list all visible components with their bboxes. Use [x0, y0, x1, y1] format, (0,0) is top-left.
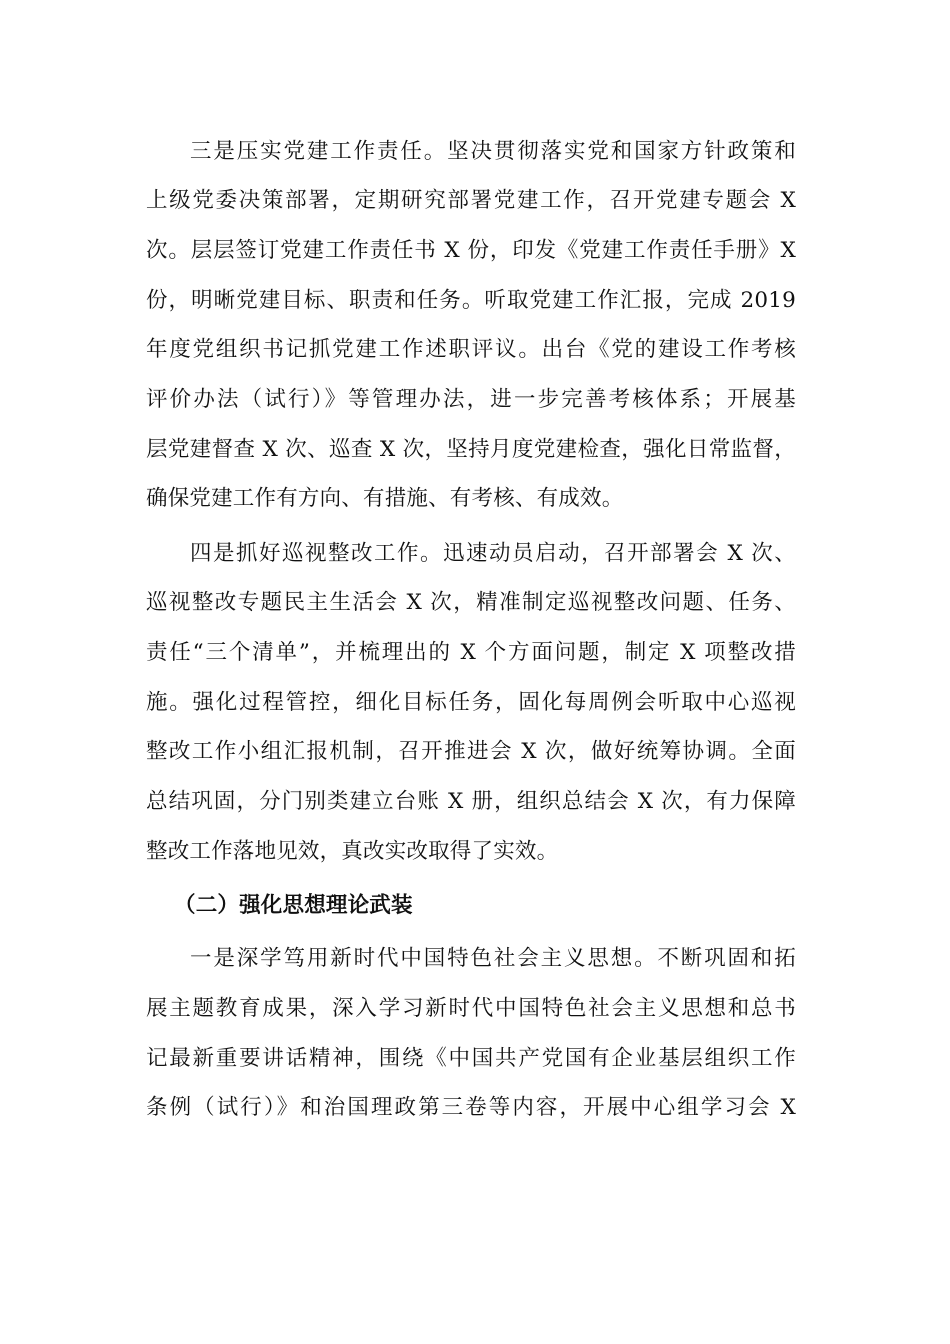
paragraph-line: 层党建督查 X 次、巡查 X 次，坚持月度党建检查，强化日常监督，: [146, 437, 796, 462]
paragraph-line: 施。强化过程管控，细化目标任务，固化每周例会听取中心巡视: [146, 690, 796, 715]
paragraph-line: 记最新重要讲话精神，围绕《中国共产党国有企业基层组织工作: [146, 1046, 796, 1071]
paragraph-line: 年度党组织书记抓党建工作述职评议。出台《党的建设工作考核: [146, 337, 796, 362]
paragraph-line: 份，明晰党建目标、职责和任务。听取党建工作汇报，完成 2019: [146, 288, 796, 313]
paragraph-line: 评价办法（试行）》等管理办法，进一步完善考核体系；开展基: [146, 387, 796, 412]
paragraph-line: 展主题教育成果，深入学习新时代中国特色社会主义思想和总书: [146, 996, 796, 1021]
paragraph-line: 整改工作落地见效，真改实改取得了实效。: [146, 839, 559, 864]
paragraph-line: 上级党委决策部署，定期研究部署党建工作，召开党建专题会 X: [146, 188, 796, 213]
section-heading: （二）强化思想理论武装: [174, 893, 413, 918]
paragraph-line: 责任“三个清单”，并梳理出的 X 个方面问题，制定 X 项整改措: [146, 640, 796, 665]
paragraph-line: 一是深学笃用新时代中国特色社会主义思想。不断巩固和拓: [190, 946, 796, 971]
paragraph-line: 确保党建工作有方向、有措施、有考核、有成效。: [146, 486, 624, 511]
paragraph-line: 整改工作小组汇报机制，召开推进会 X 次，做好统筹协调。全面: [146, 739, 796, 764]
paragraph-line: 条例（试行）》和治国理政第三卷等内容，开展中心组学习会 X: [146, 1095, 796, 1120]
paragraph-line: 总结巩固，分门别类建立台账 X 册，组织总结会 X 次，有力保障: [146, 789, 796, 814]
paragraph-line: 次。层层签订党建工作责任书 X 份，印发《党建工作责任手册》X: [146, 238, 796, 263]
paragraph-line: 巡视整改专题民主生活会 X 次，精准制定巡视整改问题、任务、: [146, 590, 796, 615]
paragraph-line: 四是抓好巡视整改工作。迅速动员启动，召开部署会 X 次、: [190, 541, 796, 566]
paragraph-line: 三是压实党建工作责任。坚决贯彻落实党和国家方针政策和: [190, 139, 796, 164]
